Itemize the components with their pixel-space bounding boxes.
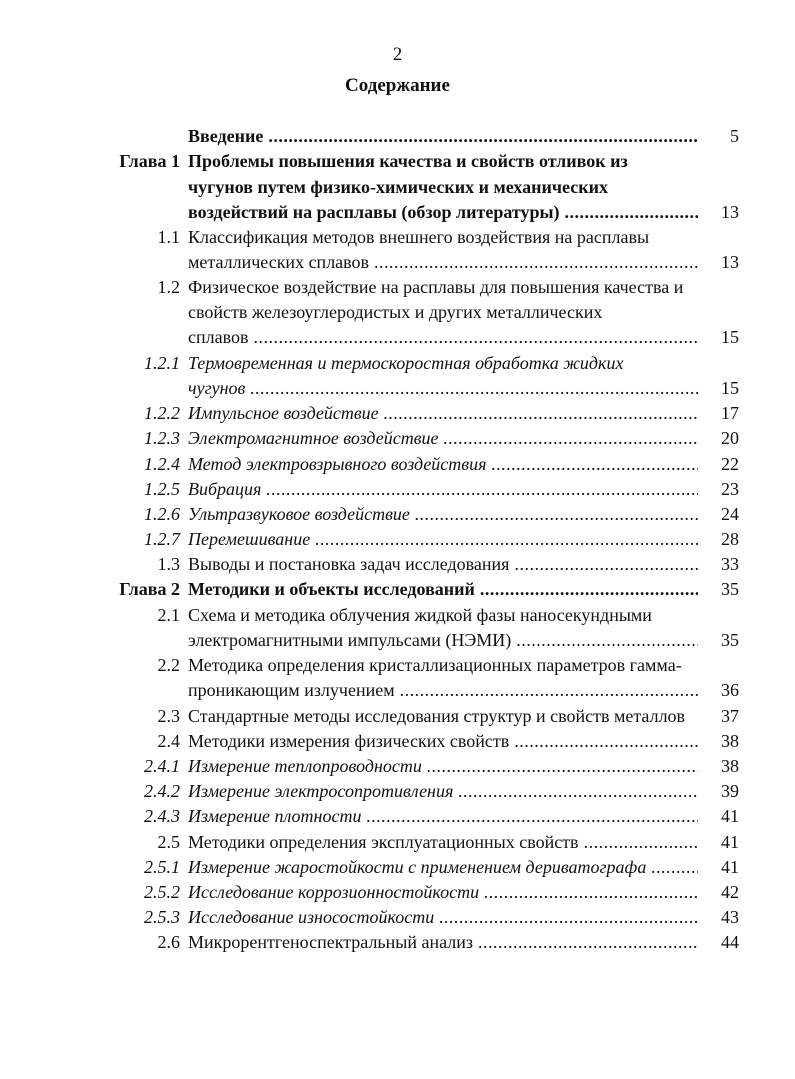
toc-entry-text: металлических сплавов ..... [188,252,698,273]
toc-entry-label: 1.2.6 [144,504,180,524]
toc-entry-text: Классификация методов внешнего воздействия на расплавы [188,227,650,247]
toc-entry-page: 20 [721,428,739,448]
toc-entry-page: 41 [721,857,739,877]
toc-entry-text: Методика определения кристаллизационных параметров гамма- [188,655,682,675]
toc-entry-label: 1.3 [157,554,180,574]
toc-entry-text: Электромагнитное воздействие ..... [188,428,698,449]
page-title: Содержание [345,75,450,96]
toc-entry-text: проникающим излучением ..... [188,680,698,701]
toc-entry-label: 1.2.5 [144,479,180,499]
toc-entry-text: Перемешивание ..... [188,529,698,550]
toc-entry-page: 35 [721,630,739,650]
toc-entry-page: 15 [721,378,739,398]
toc-entry-text: Ультразвуковое воздействие ..... [188,504,698,525]
toc-entry-page: 33 [721,554,739,574]
toc-entry-label: 1.2.3 [144,428,180,448]
toc-entry-text: чугунов путем физико-химических и механических [188,177,608,197]
toc-entry-label: 2.1 [157,605,180,625]
toc-entry-page: 41 [721,806,739,826]
toc-entry-label: 2.6 [157,932,180,952]
toc-entry-page: 17 [721,403,739,423]
toc-entry-text: Методики определения эксплуатационных свойств ..... [188,832,698,853]
toc-entry-label: 2.4.3 [144,806,180,826]
toc-entry-text: Измерение плотности ..... [188,806,698,827]
toc-entry-text: воздействий на расплавы (обзор литературы) ..... [188,202,698,223]
toc-entry-label: Глава 2 [119,579,180,599]
toc-entry-label: Глава 1 [119,151,180,171]
toc-entry-text: Методики измерения физических свойств ..... [188,731,698,752]
toc-entry-label: 1.2 [157,277,180,297]
toc-entry-label: 2.4.1 [144,756,180,776]
toc-entry-page: 15 [721,327,739,347]
toc-entry-text: Методики и объекты исследований ..... [188,579,698,600]
toc-entry-label: 2.4 [157,731,180,751]
toc-entry-text: Вибрация ..... [188,479,698,500]
toc-entry-page: 22 [721,454,739,474]
toc-entry-page: 44 [721,932,739,952]
toc-entry-label: 2.5.2 [144,882,180,902]
toc-entry-label: 2.3 [157,706,180,726]
toc-entry-page: 38 [721,756,739,776]
toc-entry-text: Микрорентгеноспектральный анализ ..... [188,932,698,953]
page-number: 2 [392,44,403,65]
toc-entry-text: Стандартные методы исследования структур и свойств металлов [188,706,686,726]
toc-entry-text: чугунов ..... [188,378,698,399]
toc-entry-page: 35 [721,579,739,599]
toc-entry-text: Выводы и постановка задач исследования ..... [188,554,698,575]
toc-entry-text: Исследование износостойкости ..... [188,907,698,928]
toc-entry-page: 13 [721,202,739,222]
toc-entry-text: электромагнитными импульсами (НЭМИ) ..... [188,630,698,651]
toc-entry-label: 2.4.2 [144,781,180,801]
toc-entry-text: сплавов ..... [188,327,698,348]
toc-entry-text: Схема и методика облучения жидкой фазы наносекундными [188,605,652,625]
toc-entry-page: 24 [721,504,739,524]
toc-entry-text: Физическое воздействие на расплавы для повышения качества и [188,277,684,297]
toc-entry-label: 1.2.4 [144,454,180,474]
toc-entry-text: свойств железоуглеродистых и других металлических [188,302,603,322]
toc-entry-label: 2.5.3 [144,907,180,927]
toc-entry-text: Метод электровзрывного воздействия ..... [188,454,698,475]
toc-entry-page: 23 [721,479,739,499]
toc-entry-page: 5 [730,126,739,146]
toc-entry-text: Измерение жаростойкости с применением дериватографа ..... [188,857,698,878]
toc-entry-page: 41 [721,832,739,852]
toc-entry-page: 39 [721,781,739,801]
toc-entry-page: 36 [721,680,739,700]
toc-entry-label: 1.2.2 [144,403,180,423]
toc-entry-label: 1.2.7 [144,529,180,549]
toc-entry-page: 37 [721,706,739,726]
toc-entry-text: Измерение электросопротивления ..... [188,781,698,802]
toc-entry-text: Измерение теплопроводности ..... [188,756,698,777]
toc-entry-text: Импульсное воздействие ..... [188,403,698,424]
toc-entry-text: Введение ..... [188,126,698,147]
toc-entry-page: 13 [721,252,739,272]
toc-entry-text: Проблемы повышения качества и свойств отливок из [188,151,628,171]
toc-entry-page: 43 [721,907,739,927]
toc-entry-label: 2.5 [157,832,180,852]
toc-entry-label: 1.1 [157,227,180,247]
toc-entry-label: 2.5.1 [144,857,180,877]
toc-entry-text: Исследование коррозионностойкости ..... [188,882,698,903]
toc-entry-page: 42 [721,882,739,902]
toc-entry-label: 2.2 [157,655,180,675]
toc-entry-text: Термовременная и термоскоростная обработка жидких [188,353,624,373]
toc-entry-page: 38 [721,731,739,751]
toc-entry-label: 1.2.1 [144,353,180,373]
toc-entry-page: 28 [721,529,739,549]
